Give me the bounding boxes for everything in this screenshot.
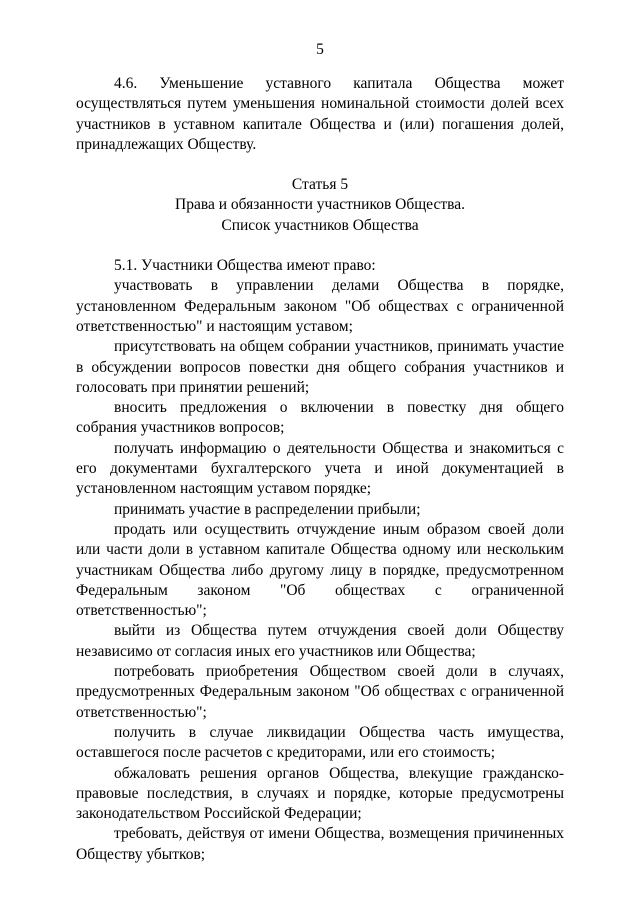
right-item: вносить предложения о включении в повестку дня общего собрания участников вопросов; [76,399,564,437]
right-item: получать информацию о деятельности Общества и знакомиться с его документами бухгалтерского учета и иной документацией в установленном настоящим уставом порядке; [76,439,564,498]
right-item: продать или осуществить отчуждение иным образом своей доли или части доли в уставном капитале Общества одному или нескольким участникам Общества либо другому лицу в порядке, предусмотренном Федеральным законом "Об обществах с ограниченной ответственностью"; [76,520,564,620]
right-item: присутствовать на общем собрании участников, принимать участие в обсуждении вопросов повестки дня общего собрания участников и голосовать при принятии решений; [76,338,564,396]
page-number: 5 [316,41,324,58]
article-number: Статья 5 [291,176,349,194]
right-item: принимать участие в распределении прибыли; [114,500,421,518]
right-item: получить в случае ликвидации Общества часть имущества, оставшегося после расчетов с кредиторами, или его стоимость; [76,723,564,762]
document-body [76,74,564,865]
paragraph-5-1: 5.1. Участники Общества имеют право: [114,257,376,275]
paragraph-4-6: 4.6. Уменьшение уставного капитала Общества может осуществляться путем уменьшения номинальной стоимости долей всех участников в уставном капитале Общества и (или) погашения долей, принадлежащих Обществу. [76,75,564,153]
right-item: выйти из Общества путем отчуждения своей доли Обществу независимо от согласия иных его участников или Общества; [76,622,564,660]
right-item: требовать, действуя от имени Общества, возмещения причиненных Обществу убытков; [76,825,564,863]
right-item: участвовать в управлении делами Общества в порядке, установленном Федеральным законом "Об обществах с ограниченной ответственностью" и настоящим уставом; [76,277,564,335]
right-item: обжаловать решения органов Общества, влекущие гражданско-правовые последствия, в случаях и порядке, которые предусмотрены законодательством Российской Федерации; [76,764,564,823]
article-title-line-1: Права и обязанности участников Общества. [175,196,465,214]
article-title-line-2: Список участников Общества [221,216,419,234]
right-item: потребовать приобретения Обществом своей доли в случаях, предусмотренных Федеральным законом "Об обществах с ограниченной ответственностью"; [76,663,564,721]
